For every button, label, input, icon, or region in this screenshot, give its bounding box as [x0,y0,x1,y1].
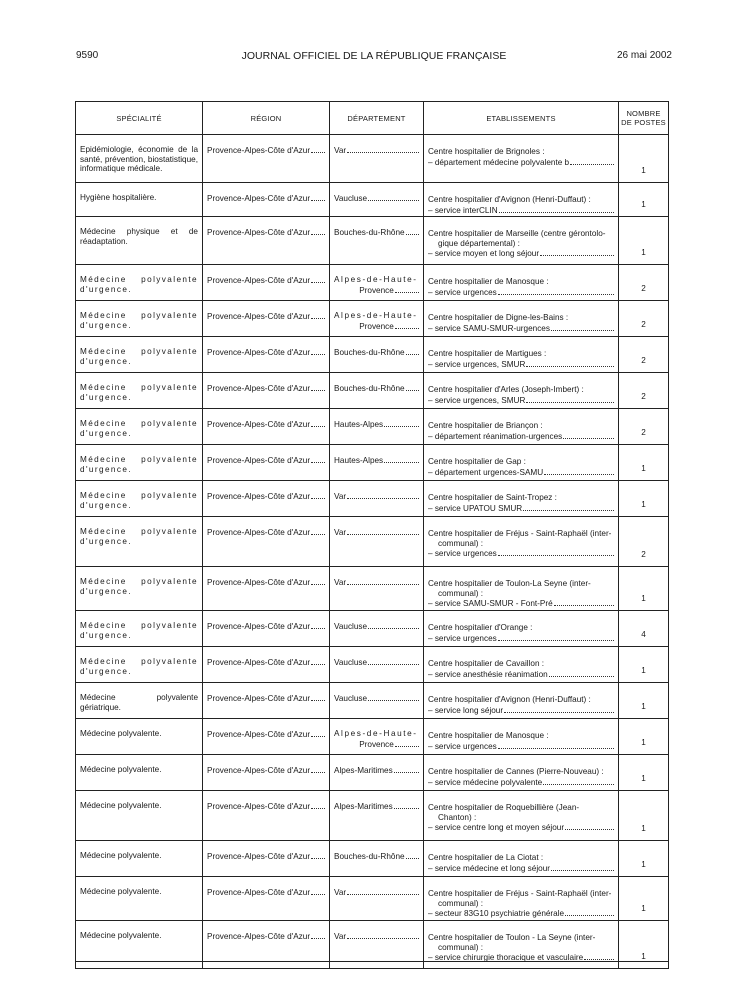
postes-value: 1 [641,823,646,833]
cell-nombre-postes [619,567,669,611]
departement-line: Provence [359,285,394,295]
postes-value: 1 [641,499,646,509]
etablissement-line: communal) : [438,898,484,908]
table-row [76,135,669,183]
table-row [76,567,669,611]
cell-etablissement [424,135,619,183]
cell-nombre-postes [619,481,669,517]
cell-departement [330,409,424,445]
cell-etablissement [424,877,619,921]
cell-specialite: Médecine polyvalente d'urgence. [76,567,203,611]
cell-region [203,337,330,373]
cell-etablissement [424,337,619,373]
etablissement-line: communal) : [438,942,484,952]
cell-departement [330,683,424,719]
cell-specialite: Médecine polyvalente d'urgence. [76,301,203,337]
region-text: Provence-Alpes-Côte d'Azur [207,420,311,429]
table-row [76,337,669,373]
cell-etablissement [424,183,619,217]
etablissement-line: Centre hospitalier de Fréjus - Saint-Raphaël (inter- [428,889,612,898]
departement-value: Vaucluse [334,622,368,631]
cell-departement [330,373,424,409]
departement-value: Bouches-du-Rhône [334,384,405,393]
departement-value: Vaucluse [334,194,368,203]
cell-departement [330,265,424,301]
cell-region [203,183,330,217]
region-text: Provence-Alpes-Côte d'Azur [207,528,311,537]
cell-specialite: Médecine polyvalente d'urgence. [76,373,203,409]
cell-region [203,683,330,719]
departement-value: Var [334,888,347,897]
table-row [76,265,669,301]
col-header-specialite: SPÉCIALITÉ [76,102,203,135]
departement-value: Var [334,492,347,501]
departement-value: Vaucluse [334,658,368,667]
cell-region [203,647,330,683]
col-header-nombre-postes: NOMBRE DE POSTES [619,102,669,135]
cell-region [203,791,330,841]
col-header-etablissements: ETABLISSEMENTS [424,102,619,135]
cell-nombre-postes [619,791,669,841]
cell-etablissement [424,683,619,719]
etablissement-line: Centre hospitalier d'Arles (Joseph-Imbert) : [428,385,584,394]
cell-specialite: Médecine polyvalente. [76,921,203,969]
postes-value: 1 [641,665,646,675]
cell-etablissement [424,611,619,647]
cell-region [203,481,330,517]
postes-value: 2 [641,391,646,401]
cell-departement [330,337,424,373]
cell-nombre-postes [619,301,669,337]
departement-value: Var [334,578,347,587]
departement-value: Bouches-du-Rhône [334,228,405,237]
cell-nombre-postes [619,755,669,791]
region-text: Provence-Alpes-Côte d'Azur [207,766,311,775]
service-text: – service médecine polyvalente [428,777,543,787]
postes-value: 1 [641,737,646,747]
cell-region [203,135,330,183]
cell-departement [330,841,424,877]
cell-nombre-postes [619,337,669,373]
service-text: – département médecine polyvalente b [428,157,570,167]
etablissement-line: Centre hospitalier de Marseille (centre gérontolo- [428,229,606,238]
etablissement-line: Chanton) : [438,812,477,822]
departement-value: Var [334,528,347,537]
cell-departement [330,611,424,647]
departement-value: Var [334,932,347,941]
postes-value: 2 [641,549,646,559]
postes-table [75,101,669,969]
cell-departement [330,567,424,611]
etablissement-line: Centre hospitalier de Brignoles : [428,147,545,156]
postes-value: 2 [641,283,646,293]
region-text: Provence-Alpes-Côte d'Azur [207,578,311,587]
postes-value: 2 [641,427,646,437]
table-row [76,445,669,481]
departement-line: Alpes-de-Haute- [334,275,418,284]
cell-region [203,409,330,445]
page-number: 9590 [76,50,99,61]
cell-etablissement [424,445,619,481]
departement-value: Alpes-Maritimes [334,802,393,811]
service-text: – service urgences [428,633,497,643]
region-text: Provence-Alpes-Côte d'Azur [207,194,311,203]
departement-value: Bouches-du-Rhône [334,348,405,357]
cell-etablissement [424,791,619,841]
region-text: Provence-Alpes-Côte d'Azur [207,384,311,393]
service-text: – service urgences [428,741,497,751]
cell-region [203,841,330,877]
cell-specialite: Médecine polyvalente. [76,877,203,921]
cell-departement [330,301,424,337]
etablissement-line: Centre hospitalier de Manosque : [428,277,549,286]
postes-value: 2 [641,319,646,329]
bottom-rule [75,961,668,962]
table-row [76,373,669,409]
cell-region [203,517,330,567]
service-text: – service UPATOU SMUR [428,503,523,513]
cell-specialite: Médecine polyvalente d'urgence. [76,481,203,517]
etablissement-line: Centre hospitalier de Cavaillon : [428,659,545,668]
service-text: – service urgences [428,549,497,558]
cell-specialite: Médecine polyvalente d'urgence. [76,611,203,647]
publication-date: 26 mai 2002 [616,50,672,61]
cell-departement [330,135,424,183]
cell-etablissement [424,373,619,409]
cell-region [203,265,330,301]
table-row [76,683,669,719]
table-row [76,517,669,567]
cell-departement [330,755,424,791]
departement-value: Var [334,146,347,155]
table-row [76,755,669,791]
region-text: Provence-Alpes-Côte d'Azur [207,228,311,237]
postes-value: 1 [641,199,646,209]
region-text: Provence-Alpes-Côte d'Azur [207,888,311,897]
etablissement-line: Centre hospitalier de Cannes (Pierre-Nouveau) : [428,767,604,776]
region-text: Provence-Alpes-Côte d'Azur [207,312,311,321]
departement-line: Alpes-de-Haute- [334,729,418,738]
table-row [76,183,669,217]
postes-value: 1 [641,701,646,711]
etablissement-line: communal) : [438,538,484,548]
cell-departement [330,719,424,755]
etablissement-line: Centre hospitalier d'Avignon (Henri-Duffaut) : [428,695,591,704]
cell-etablissement [424,567,619,611]
cell-specialite: Médecine polyvalente. [76,755,203,791]
region-text: Provence-Alpes-Côte d'Azur [207,456,311,465]
col-header-departement: DÉPARTEMENT [330,102,424,135]
cell-specialite: Médecine polyvalente d'urgence. [76,409,203,445]
cell-etablissement [424,647,619,683]
cell-region [203,611,330,647]
etablissement-line: Centre hospitalier de Briançon : [428,421,543,430]
cell-specialite: Médecine polyvalente. [76,791,203,841]
region-text: Provence-Alpes-Côte d'Azur [207,730,311,739]
table-row [76,647,669,683]
cell-etablissement [424,755,619,791]
etablissement-line: communal) : [438,588,484,598]
region-text: Provence-Alpes-Côte d'Azur [207,852,311,861]
cell-specialite: Médecine polyvalente. [76,719,203,755]
cell-nombre-postes [619,135,669,183]
table-row [76,301,669,337]
departement-value: Bouches-du-Rhône [334,852,405,861]
cell-departement [330,481,424,517]
table-row [76,611,669,647]
region-text: Provence-Alpes-Côte d'Azur [207,932,311,941]
cell-specialite: Epidémiologie, économie de la santé, prévention, biostatistique, informatique médicale. [76,135,203,183]
postes-value: 1 [641,247,646,257]
service-text: – service long séjour [428,705,504,715]
table-row [76,841,669,877]
cell-specialite: Médecine polyvalente d'urgence. [76,647,203,683]
cell-specialite: Médecine polyvalente d'urgence. [76,517,203,567]
cell-departement [330,517,424,567]
cell-departement [330,445,424,481]
postes-value: 1 [641,773,646,783]
region-text: Provence-Alpes-Côte d'Azur [207,694,311,703]
cell-specialite: Médecine polyvalente d'urgence. [76,445,203,481]
cell-etablissement [424,841,619,877]
service-text: – département urgences-SAMU [428,467,544,477]
table-header-row [76,102,669,135]
etablissement-line: Centre hospitalier d'Avignon (Henri-Duffaut) : [428,195,591,204]
service-text: – service chirurgie thoracique et vasculaire [428,953,584,962]
service-text: – service anesthésie réanimation [428,669,548,679]
cell-departement [330,183,424,217]
service-text: – secteur 83G10 psychiatrie générale [428,909,565,918]
cell-nombre-postes [619,611,669,647]
cell-region [203,217,330,265]
etablissement-line: Centre hospitalier d'Orange : [428,623,533,632]
etablissement-line: gique départemental) : [438,238,520,248]
cell-region [203,877,330,921]
cell-nombre-postes [619,183,669,217]
departement-value: Hautes-Alpes [334,456,384,465]
cell-nombre-postes [619,647,669,683]
postes-value: 1 [641,903,646,913]
region-text: Provence-Alpes-Côte d'Azur [207,492,311,501]
departement-value: Alpes-Maritimes [334,766,393,775]
service-text: – service urgences, SMUR [428,359,526,369]
postes-value: 1 [641,859,646,869]
service-text: – service centre long et moyen séjour [428,823,565,832]
etablissement-line: Centre hospitalier de Toulon-La Seyne (inter- [428,579,591,588]
service-text: – département réanimation-urgences [428,431,563,441]
postes-value: 1 [641,951,646,961]
cell-nombre-postes [619,683,669,719]
cell-nombre-postes [619,445,669,481]
etablissement-line: Centre hospitalier de Manosque : [428,731,549,740]
page-header [76,49,672,63]
cell-etablissement [424,409,619,445]
departement-line: Alpes-de-Haute- [334,311,418,320]
region-text: Provence-Alpes-Côte d'Azur [207,658,311,667]
cell-etablissement [424,719,619,755]
service-text: – service interCLIN [428,205,498,215]
service-text: – service SAMU-SMUR-urgences [428,323,550,333]
cell-region [203,373,330,409]
postes-value: 2 [641,355,646,365]
service-text: – service SAMU-SMUR - Font-Pré [428,599,553,608]
cell-nombre-postes [619,517,669,567]
departement-value: Vaucluse [334,694,368,703]
postes-value: 1 [641,463,646,473]
cell-specialite: Médecine physique et de réadaptation. [76,217,203,265]
cell-specialite: Médecine polyvalente d'urgence. [76,337,203,373]
cell-departement [330,877,424,921]
region-text: Provence-Alpes-Côte d'Azur [207,348,311,357]
cell-etablissement [424,301,619,337]
cell-etablissement [424,265,619,301]
journal-title: JOURNAL OFFICIEL DE LA RÉPUBLIQUE FRANÇAISE [241,50,507,62]
cell-nombre-postes [619,373,669,409]
cell-region [203,755,330,791]
cell-departement [330,791,424,841]
table-row [76,481,669,517]
etablissement-line: Centre hospitalier de Digne-les-Bains : [428,313,569,322]
cell-specialite: Médecine polyvalente d'urgence. [76,265,203,301]
postes-value: 1 [641,593,646,603]
cell-etablissement [424,217,619,265]
cell-region [203,301,330,337]
col-header-region: RÉGION [203,102,330,135]
cell-nombre-postes [619,719,669,755]
cell-nombre-postes [619,409,669,445]
etablissement-line: Centre hospitalier de Saint-Tropez : [428,493,557,502]
departement-line: Provence [359,739,394,749]
service-text: – service urgences [428,287,497,297]
departement-value: Hautes-Alpes [334,420,384,429]
cell-departement [330,217,424,265]
region-text: Provence-Alpes-Côte d'Azur [207,276,311,285]
table-row [76,409,669,445]
cell-region [203,719,330,755]
cell-nombre-postes [619,217,669,265]
table-row [76,719,669,755]
postes-value: 4 [641,629,646,639]
cell-etablissement [424,481,619,517]
cell-region [203,445,330,481]
etablissement-line: Centre hospitalier de Toulon - La Seyne (inter- [428,933,596,942]
region-text: Provence-Alpes-Côte d'Azur [207,146,311,155]
cell-specialite: Médecine polyvalente gériatrique. [76,683,203,719]
table-row [76,877,669,921]
region-text: Provence-Alpes-Côte d'Azur [207,622,311,631]
service-text: – service médecine et long séjour [428,863,550,873]
cell-region [203,567,330,611]
etablissement-line: Centre hospitalier de Martigues : [428,349,547,358]
region-text: Provence-Alpes-Côte d'Azur [207,802,311,811]
cell-departement [330,647,424,683]
table-row [76,791,669,841]
table-row [76,217,669,265]
cell-specialite: Hygiène hospitalière. [76,183,203,217]
service-text: – service moyen et long séjour [428,249,540,258]
etablissement-line: Centre hospitalier de Gap : [428,457,526,466]
departement-line: Provence [359,321,394,331]
postes-value: 1 [641,165,646,175]
etablissement-line: Centre hospitalier de La Ciotat : [428,853,544,862]
cell-nombre-postes [619,877,669,921]
etablissement-line: Centre hospitalier de Fréjus - Saint-Raphaël (inter- [428,529,612,538]
etablissement-line: Centre hospitalier de Roquebillière (Jean- [428,803,580,812]
service-text: – service urgences, SMUR [428,395,526,405]
cell-nombre-postes [619,841,669,877]
cell-specialite: Médecine polyvalente. [76,841,203,877]
cell-etablissement [424,517,619,567]
cell-nombre-postes [619,265,669,301]
